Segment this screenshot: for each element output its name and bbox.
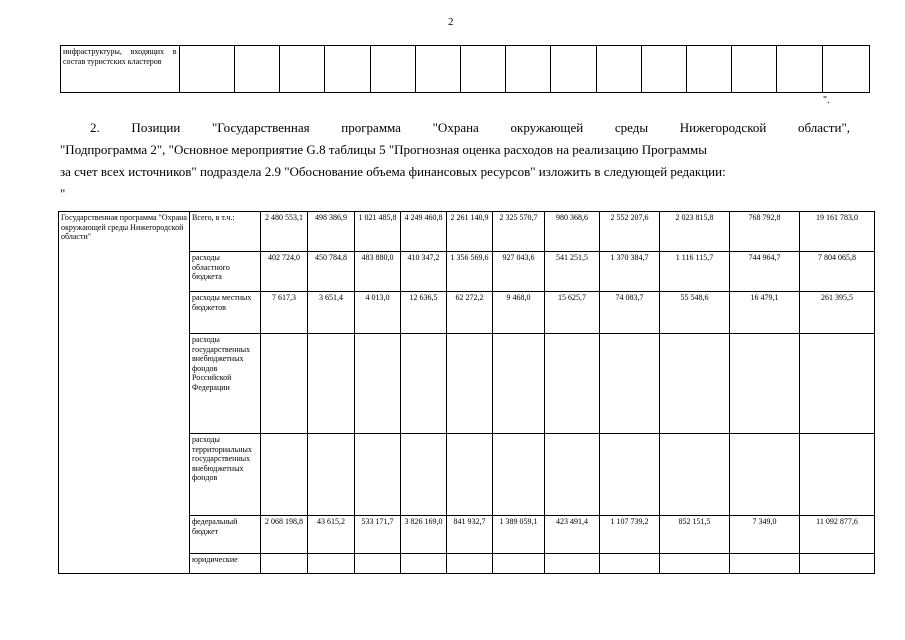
value-cell: 1 107 739,2	[600, 516, 660, 554]
value-cell: 62 272,2	[447, 292, 493, 334]
value-cell	[308, 434, 355, 516]
table-cell	[687, 46, 732, 93]
value-cell: 4 013,0	[355, 292, 401, 334]
value-cell	[261, 554, 308, 574]
value-cell: 852 151,5	[660, 516, 730, 554]
row-label: расходы государственных внебюджетных фондов Российской Федерации	[190, 334, 261, 434]
value-cell: 541 251,5	[545, 252, 600, 292]
value-cell: 2 068 198,8	[261, 516, 308, 554]
value-cell: 2 023 815,8	[660, 212, 730, 252]
value-cell	[261, 434, 308, 516]
table-cell	[551, 46, 596, 93]
value-cell	[447, 334, 493, 434]
page-number: 2	[448, 16, 454, 28]
row-label: федеральный бюджет	[190, 516, 261, 554]
value-cell: 1 021 485,8	[355, 212, 401, 252]
program-title-cell: Государственная программа "Охрана окружающей среды Нижегородской области"	[59, 212, 190, 574]
value-cell	[600, 334, 660, 434]
paragraph-line-4: "	[60, 186, 66, 201]
value-cell: 55 548,6	[660, 292, 730, 334]
value-cell: 19 161 783,0	[800, 212, 875, 252]
value-cell: 1 356 569,6	[447, 252, 493, 292]
value-cell	[355, 554, 401, 574]
table-row	[59, 212, 875, 252]
value-cell: 7 617,3	[261, 292, 308, 334]
value-cell: 498 386,9	[308, 212, 355, 252]
value-cell: 483 880,0	[355, 252, 401, 292]
value-cell	[261, 334, 308, 434]
value-cell: 2 480 553,1	[261, 212, 308, 252]
value-cell	[401, 554, 447, 574]
value-cell: 7 804 065,8	[800, 252, 875, 292]
value-cell: 2 261 140,9	[447, 212, 493, 252]
value-cell	[308, 334, 355, 434]
value-cell: 43 615,2	[308, 516, 355, 554]
paragraph-line-1: 2. Позиции "Государственная программа "Охрана окружающей среды Нижегородской области",	[90, 120, 850, 135]
value-cell	[800, 434, 875, 516]
value-cell: 1 116 115,7	[660, 252, 730, 292]
table-cell	[732, 46, 777, 93]
row-label: юридические	[190, 554, 261, 574]
value-cell: 15 625,7	[545, 292, 600, 334]
value-cell	[447, 554, 493, 574]
top-table-row	[61, 46, 870, 93]
table-cell	[506, 46, 551, 93]
value-cell	[800, 554, 875, 574]
value-cell: 410 347,2	[401, 252, 447, 292]
value-cell: 768 792,8	[730, 212, 800, 252]
value-cell: 1 370 384,7	[600, 252, 660, 292]
value-cell	[545, 434, 600, 516]
value-cell	[493, 554, 545, 574]
value-cell: 74 083,7	[600, 292, 660, 334]
value-cell: 402 724,0	[261, 252, 308, 292]
value-cell	[447, 434, 493, 516]
table-cell	[460, 46, 505, 93]
value-cell	[600, 434, 660, 516]
row-label: расходы областного бюджета	[190, 252, 261, 292]
value-cell	[730, 434, 800, 516]
paragraph-line-3: за счет всех источников" подраздела 2.9 "Обоснование объема финансовых ресурсов" изложить в следующей редакции:	[60, 164, 726, 179]
value-cell: 16 479,1	[730, 292, 800, 334]
value-cell: 7 349,0	[730, 516, 800, 554]
value-cell: 2 552 207,6	[600, 212, 660, 252]
value-cell	[730, 554, 800, 574]
value-cell	[660, 554, 730, 574]
value-cell	[493, 334, 545, 434]
value-cell	[660, 334, 730, 434]
top-table	[60, 45, 870, 93]
value-cell: 927 043,6	[493, 252, 545, 292]
value-cell: 841 932,7	[447, 516, 493, 554]
value-cell	[800, 334, 875, 434]
value-cell	[401, 334, 447, 434]
main-table-body	[59, 212, 875, 574]
value-cell: 423 491,4	[545, 516, 600, 554]
value-cell: 3 826 169,0	[401, 516, 447, 554]
value-cell	[308, 554, 355, 574]
table-cell	[234, 46, 279, 93]
row-label: расходы местных бюджетов	[190, 292, 261, 334]
value-cell	[730, 334, 800, 434]
table-cell	[641, 46, 686, 93]
table-cell	[596, 46, 641, 93]
value-cell	[401, 434, 447, 516]
table-cell	[370, 46, 415, 93]
value-cell	[545, 334, 600, 434]
paragraph-line-2: "Подпрограмма 2", "Основное мероприятие G.8 таблицы 5 "Прогнозная оценка расходов на реализацию Программы	[60, 142, 707, 157]
value-cell	[660, 434, 730, 516]
table-cell	[179, 46, 234, 93]
value-cell: 744 964,7	[730, 252, 800, 292]
table-cell	[325, 46, 370, 93]
value-cell: 980 368,6	[545, 212, 600, 252]
value-cell	[355, 334, 401, 434]
table-cell	[415, 46, 460, 93]
value-cell	[600, 554, 660, 574]
value-cell: 11 092 877,6	[800, 516, 875, 554]
main-table	[58, 211, 875, 574]
table-cell	[822, 46, 869, 93]
value-cell	[493, 434, 545, 516]
value-cell: 1 389 059,1	[493, 516, 545, 554]
top-table-first-cell: инфраструктуры, входящих в состав туристских кластеров	[61, 46, 180, 93]
value-cell: 9 468,0	[493, 292, 545, 334]
value-cell	[545, 554, 600, 574]
value-cell	[355, 434, 401, 516]
value-cell: 4 249 460,8	[401, 212, 447, 252]
row-label: расходы территориальных государственных внебюджетных фондов	[190, 434, 261, 516]
value-cell: 12 636,5	[401, 292, 447, 334]
value-cell: 3 651,4	[308, 292, 355, 334]
value-cell: 450 784,8	[308, 252, 355, 292]
table-cell	[280, 46, 325, 93]
closing-quote: ".	[823, 95, 830, 106]
value-cell: 533 171,7	[355, 516, 401, 554]
value-cell: 2 325 570,7	[493, 212, 545, 252]
value-cell: 261 395,5	[800, 292, 875, 334]
table-cell	[777, 46, 822, 93]
row-label: Всего, в т.ч.:	[190, 212, 261, 252]
